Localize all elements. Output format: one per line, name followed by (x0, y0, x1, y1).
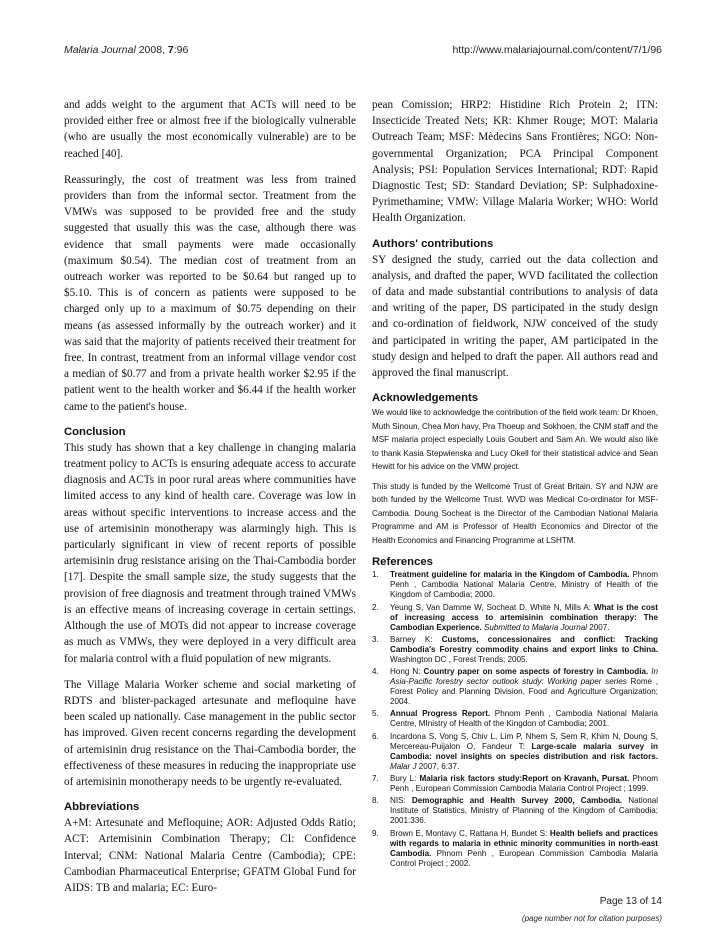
journal-year: 2008, (138, 44, 165, 56)
reference-item (372, 570, 658, 600)
journal-url[interactable]: http://www.malariajournal.com/content/7/1/96 (452, 44, 662, 56)
page-number-note: (page number not for citation purposes) (521, 914, 662, 923)
acknowledgements-text-2: This study is funded by the Wellcome Trust of Great Britain. SY and NJW are both funded by the Wellcome Trust. WVD was Medical Co-ordinator for MSF-Cambodia. Doung Socheat is the Director of the Cambodian National Malaria Programme and AM is Professor of Health Economics and Director of the Health Economics and Financing Programme at LSHTM. (372, 481, 658, 545)
page-number: Page 13 of 14 (599, 896, 662, 907)
right-column (372, 97, 658, 871)
reference-authors: Incardona S, Vong S, Chiv L, Lim P, Nhem S, Sem R, Khim N, Doung S, Mercereau-Puijalon O, Fandeur T: (390, 731, 658, 751)
reference-title: Customs, concessionaires and conflict: Tracking Cambodia's Forestry commodity chains and export links to China. (390, 634, 658, 654)
running-header (64, 44, 662, 58)
reference-number: 5. (372, 709, 379, 719)
reference-details: Phnom Penh , European Commission Cambodia Malaria Control Project ; 1999. (390, 774, 658, 794)
reference-number: 1. (372, 570, 379, 580)
references-heading: References (372, 556, 433, 569)
reference-title: What is the cost of increasing access to artemisinin combination therapy: The Cambodian Experience. (390, 602, 659, 632)
reference-item (372, 709, 658, 729)
reference-authors: Barney K: (390, 634, 442, 644)
reference-details: Phnom Penh , Cambodia National Malaria Centre, Ministry of Health of the Kingdom of Cambodia; 2000. (390, 570, 658, 600)
reference-item (372, 635, 658, 665)
acknowledgements-heading: Acknowledgements (372, 392, 479, 405)
reference-number: 7. (372, 774, 379, 784)
conclusion-heading: Conclusion (64, 425, 126, 438)
reference-details: 2007. (587, 622, 610, 632)
reference-details: Rome , Forest Policy and Planning Division, Food and Agriculture Organization; 2004. (390, 677, 658, 707)
reference-details: Washington DC , Forest Trends; 2005. (390, 654, 528, 664)
contributions-heading: Authors' contributions (372, 237, 494, 250)
acknowledgements-text-1: We would like to acknowledge the contribution of the field work team: Dr Khoen, Muth Sinoun, Chea Mon havy, Pra Thoeup and Sokhoen, the CNM staff and the MSF malaria project especially Louis Goubert and Sam An. We would also like to thank Kasia Stepwienska and Lucy Okell for their statistical advice and Sean Hewitt for his advice on the VMW project. (372, 408, 658, 472)
reference-authors: Yeung S, Van Damme W, Socheat D, White N, Mills A: (390, 602, 594, 612)
journal-citation (64, 44, 188, 56)
reference-journal: In Asia-Pacific forestry sector outlook study: Working paper series (390, 667, 658, 687)
reference-number: 2. (372, 602, 379, 612)
abbreviations-continued: pean Comission; HRP2: Histidine Rich Protein 2; ITN: Insecticide Treated Nets; KR: Khmer Rouge; MOT: Malaria Outreach Team; MSF: Mèdecins Sans Frontières; NGO: Non-governmental Organization; PCA Principal Component Analysis; PSI: Population Services International; RDT: Rapid Diagnostic Test; SD: Standard Deviation; SP: Sulphadoxine-Pyrimethamine; VMW: Village Malaria Worker; WHO: World Health Organization. (372, 99, 658, 225)
journal-article: :96 (173, 44, 189, 56)
reference-details: Phnom Penh , Cambodia National Malaria Centre, MInistry of Health of the Kingdon of Cambodia; 2001. (390, 709, 658, 729)
left-column (64, 97, 356, 906)
reference-title: Malaria risk factors study:Report on Kravanh, Pursat. (419, 774, 630, 784)
reference-item (372, 829, 658, 869)
reference-title: Demographic and Health Survey 2000, Cambodia. (411, 796, 623, 806)
reference-title: Country paper on some aspects of forestry in Cambodia. (423, 667, 649, 677)
reference-authors: NIS: (390, 796, 412, 806)
reference-item (372, 603, 658, 633)
reference-number: 6. (372, 731, 379, 741)
reference-number: 3. (372, 634, 379, 644)
reference-title: Annual Progress Report. (390, 709, 491, 719)
journal-volume: 7 (167, 44, 174, 56)
discussion-paragraph-2: Reassuringly, the cost of treatment was less from trained providers than from the informal sector. Treatment from the VMWs was supposed to be provided free and the study suggested that usually this was the case, although there was evidence that small payments were made occasionally (maximum $0.54). The median cost of treatment from an outreach worker was reported to be $0.64 but ranged up to $5.10. This is of concern as patients were supposed to be charged only up to a maximum of $0.75 depending on their means (as assessed informally by the outreach worker) and it was said that the majority of patients received their treatment for free. In contrast, treatment from an informal village vendor cost a median of $0.77 and from a private health worker $2.95 if the patient went to the health worker and $6.44 if the health worker came to the patient's house. (64, 173, 356, 413)
reference-details: National Institute of Statistics, Ministry of Planning of the Kingdom of Cambodia; 2001:336. (390, 796, 658, 826)
reference-item (372, 774, 658, 794)
reference-number: 4. (372, 667, 379, 677)
reference-details: Phnom Penh , European Commission Cambodia Malaria Control Project ; 2002. (390, 848, 658, 868)
abbreviations-heading: Abbreviations (64, 801, 140, 814)
journal-name: Malaria Journal (64, 44, 136, 56)
discussion-paragraph-1: and adds weight to the argument that ACTs will need to be provided either free or almost free if the biologically vulnerable (who are usually the most economically vulnerable) are to be reached [40]. (64, 99, 356, 160)
reference-title: Large-scale malaria survey in Cambodia: novel insights on species distribution and risk factors. (390, 741, 658, 761)
reference-title: Treatment guideline for malaria in the Kingdom of Cambodia. (390, 570, 630, 580)
references-list (372, 570, 658, 868)
reference-journal: Malar J (390, 761, 417, 771)
reference-item (372, 667, 658, 707)
reference-item (372, 796, 658, 826)
reference-title: Health beliefs and practices with regards to malaria in ethnic minority communities in north-east Cambodia. (390, 828, 658, 858)
reference-number: 9. (372, 828, 379, 838)
reference-authors: Bury L: (390, 774, 420, 784)
reference-authors: Brown E, Montavy C, Rattana H, Bundet S: (390, 828, 550, 838)
abbreviations-text: A+M: Artesunate and Mefloquine; AOR: Adjusted Odds Ratio; ACT: Artemisinin Combination Therapy; CI: Confidence Interval; CNM: National Malaria Centre (Cambodia); CPE: Cambodian Pharmaceutical Enterprise; GFATM Global Fund for AIDS: TB and malaria; EC: Euro- (64, 817, 356, 894)
reference-details: 2007, 6:37. (416, 761, 460, 771)
reference-authors: Hong N: (390, 667, 424, 677)
reference-journal: Submitted to Malaria Journal (481, 622, 588, 632)
contributions-text: SY designed the study, carried out the data collection and analysis, and drafted the paper, WVD facilitated the collection of data and made substantial contributions to analysis of data and writing of the paper, DS participated in the study design and co-ordination of fieldwork, NJW conceived of the study and participated in writing the paper, AM participated in the study design and helped to draft the paper. All authors read and approved the final manuscript. (372, 253, 658, 380)
reference-item (372, 732, 658, 772)
reference-number: 8. (372, 796, 379, 806)
conclusion-paragraph-1: This study has shown that a key challenge in changing malaria treatment policy to ACTs is ensuring adequate access to accurate diagnosis and ACTs in poor rural areas where communities have limited access to any kind of health care. Coverage was low in areas without specific interventions to increase access and the use of artemisinin monotherapy was alarmingly high. This is particularly significant in view of recent reports of possible artemisinin drug resistance arising on the Thai-Cambodia border [17]. Despite the small sample size, the study suggests that the provision of free diagnosis and treatment through trained VMWs is an effective means of increasing coverage in certain settings. Although the use of MOTs did not appear to increase coverage as much as VMWs, they were deployed in a very difficult area for malaria control with a fluid population of new migrants. (64, 441, 356, 665)
conclusion-paragraph-2: The Village Malaria Worker scheme and social marketing of RDTS and blister-packaged artesunate and mefloquine have been scaled up nationally. Case management in the public sector has improved. Given recent concerns regarding the development of artemisinin drug resistance on the Thai-Cambodia border, the effectiveness of these measures in reducing the inappropriate use of artemisinin monotherapy needs to be urgently re-evaluated. (64, 678, 356, 788)
